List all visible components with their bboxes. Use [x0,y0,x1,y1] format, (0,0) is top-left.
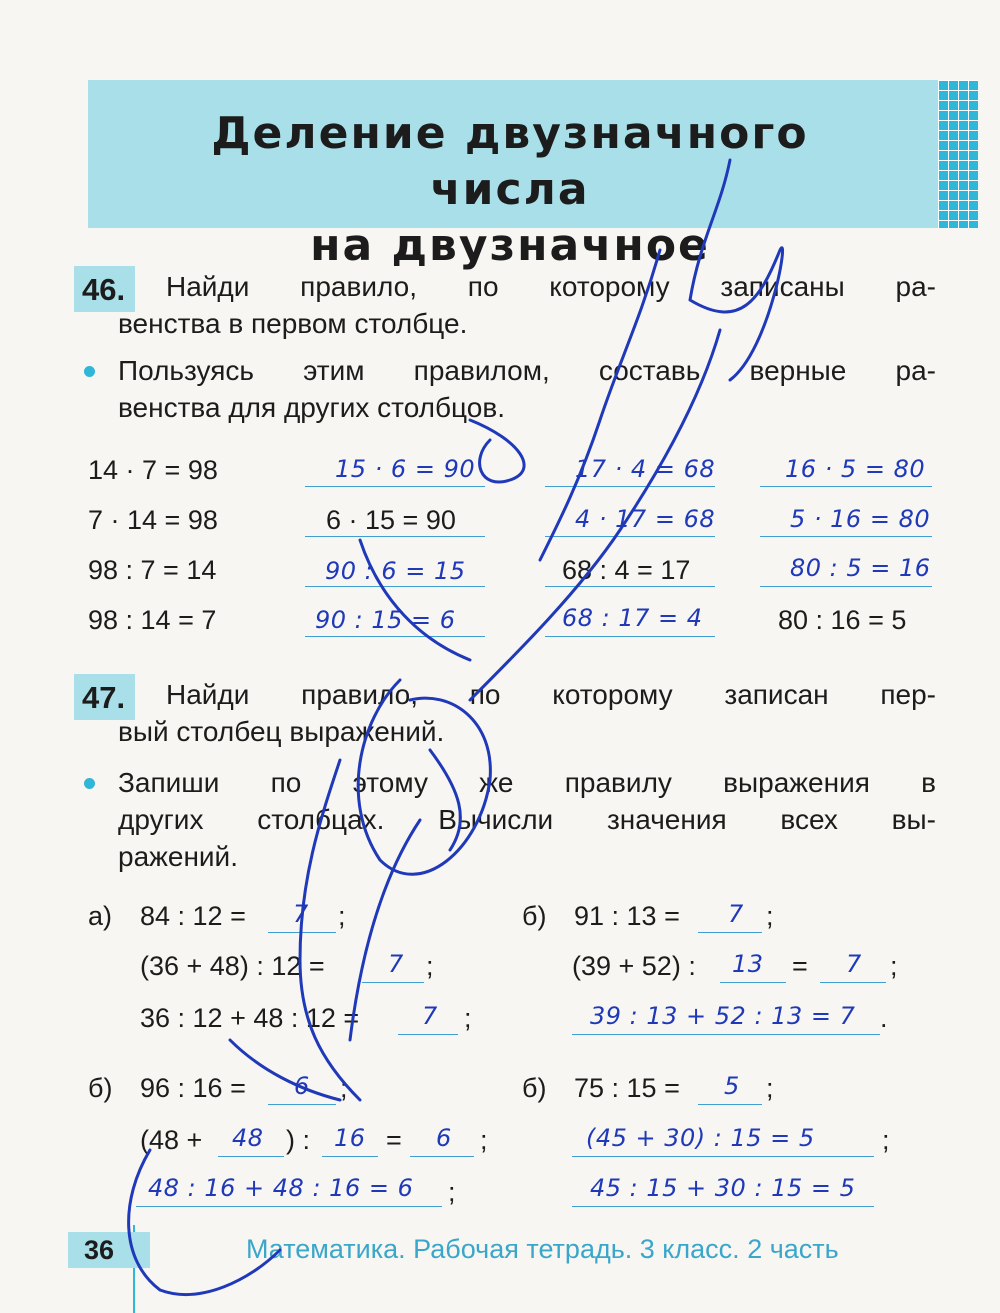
semicolon: ; [340,1073,348,1103]
handwritten-answer: 7 [728,900,744,928]
part-a-line-2: (36 + 48) : 12 = [140,951,325,981]
part-b2-label: б) [88,1073,113,1103]
handwritten-answer: 39 : 13 + 52 : 13 = 7 [590,1002,856,1030]
title-line-1: Деление двузначного числа [211,108,809,215]
scribble-stroke [350,820,420,1040]
handwritten-answer: 90 : 6 = 15 [325,557,466,585]
part-b1-label: б) [522,901,547,931]
handwritten-answer: 45 : 15 + 30 : 15 = 5 [590,1174,856,1202]
part-b2-line-2-open: (48 + [140,1125,203,1155]
semicolon: ; [766,901,774,931]
semicolon: ; [890,951,898,981]
task-46-text-line-1: Найди правило, по которому записаны ра- [166,271,936,302]
page-number: 36 [68,1232,150,1268]
scribble-stroke [540,250,660,560]
equals-sign: = [792,951,808,981]
task-46-number: 46. [74,266,135,312]
part-b1-line-1: 91 : 13 = [574,901,680,931]
scribble-stroke [360,540,470,660]
eq-col1-row3: 98 : 7 = 14 [88,555,217,585]
part-b3-label: б) [522,1073,547,1103]
handwritten-answer: 15 · 6 = 90 [335,455,476,483]
handwritten-answer: 5 · 16 = 80 [790,505,931,533]
handwritten-answer: 7 [846,950,862,978]
equals-sign: = [386,1125,402,1155]
task-46-bullet-line-2: венства для других столбцов. [118,392,505,423]
task-47-text-line-2: вый столбец выражений. [118,716,445,747]
eq-col3-row3: 68 : 4 = 17 [562,555,691,585]
handwritten-answer: 6 [436,1124,452,1152]
task-47-bullet-line-3: ражений. [118,841,238,872]
semicolon: ; [338,901,346,931]
handwritten-answer: (45 + 30) : 15 = 5 [586,1124,815,1152]
title-line-2: на двузначное [310,220,710,271]
scribble-stroke [300,760,360,1100]
part-b2-line-1: 96 : 16 = [140,1073,246,1103]
scribble-stroke [690,160,783,380]
task-47-number: 47. [74,674,135,720]
scribble-stroke [470,330,720,700]
task-47-bullet-line-1: Запиши по этому же правилу выражения в [118,767,936,798]
scribble-stroke [470,420,524,482]
semicolon: ; [448,1177,456,1207]
handwritten-answer: 5 [724,1072,740,1100]
handwritten-answer: 90 : 15 = 6 [315,606,456,634]
eq-col1-row2: 7 · 14 = 98 [88,505,218,535]
task-47-bullet-line-2: других столбцах. Вычисли значения всех вы- [118,804,936,835]
handwritten-answer: 4 · 17 = 68 [575,505,716,533]
handwritten-answer: 16 · 5 = 80 [785,455,926,483]
handwritten-answer: 16 [334,1124,366,1152]
semicolon: ; [766,1073,774,1103]
scribble-stroke [129,1150,280,1294]
eq-col4-row4: 80 : 16 = 5 [778,605,907,635]
task-46-text-line-2: венства в первом столбце. [118,308,468,339]
scribble-stroke [230,1040,340,1100]
handwritten-answer: 7 [293,900,309,928]
handwritten-answer: 80 : 5 = 16 [790,554,931,582]
book-title: Математика. Рабочая тетрадь. 3 класс. 2 часть [246,1234,839,1264]
semicolon: ; [882,1125,890,1155]
part-b2-line-2-mid: ) : [286,1125,310,1155]
period: . [880,1003,888,1033]
scribble-stroke [430,750,460,850]
part-b1-line-2: (39 + 52) : [572,951,696,981]
eq-col1-row1: 14 · 7 = 98 [88,455,218,485]
handwritten-answer: 17 · 4 = 68 [575,455,716,483]
eq-col1-row4: 98 : 14 = 7 [88,605,217,635]
handwritten-answer: 13 [732,950,764,978]
part-b3-line-1: 75 : 15 = [574,1073,680,1103]
handwritten-answer: 7 [422,1002,438,1030]
part-a-line-3: 36 : 12 + 48 : 12 = [140,1003,360,1033]
part-a-line-1: 84 : 12 = [140,901,246,931]
handwritten-answer: 48 [232,1124,264,1152]
part-a-label: а) [88,901,113,931]
task-46-bullet-line-1: Пользуясь этим правилом, составь верные ра- [118,355,936,386]
semicolon: ; [426,951,434,981]
handwritten-answer: 7 [388,950,404,978]
semicolon: ; [480,1125,488,1155]
task-47-text-line-1: Найди правило, по которому записан пер- [166,679,936,710]
handwritten-answer: 48 : 16 + 48 : 16 = 6 [148,1174,414,1202]
semicolon: ; [464,1003,472,1033]
handwritten-answer: 6 [294,1072,310,1100]
eq-col2-row2: 6 · 15 = 90 [326,505,456,535]
handwritten-answer: 68 : 17 = 4 [562,604,703,632]
scribble-stroke [358,680,490,874]
